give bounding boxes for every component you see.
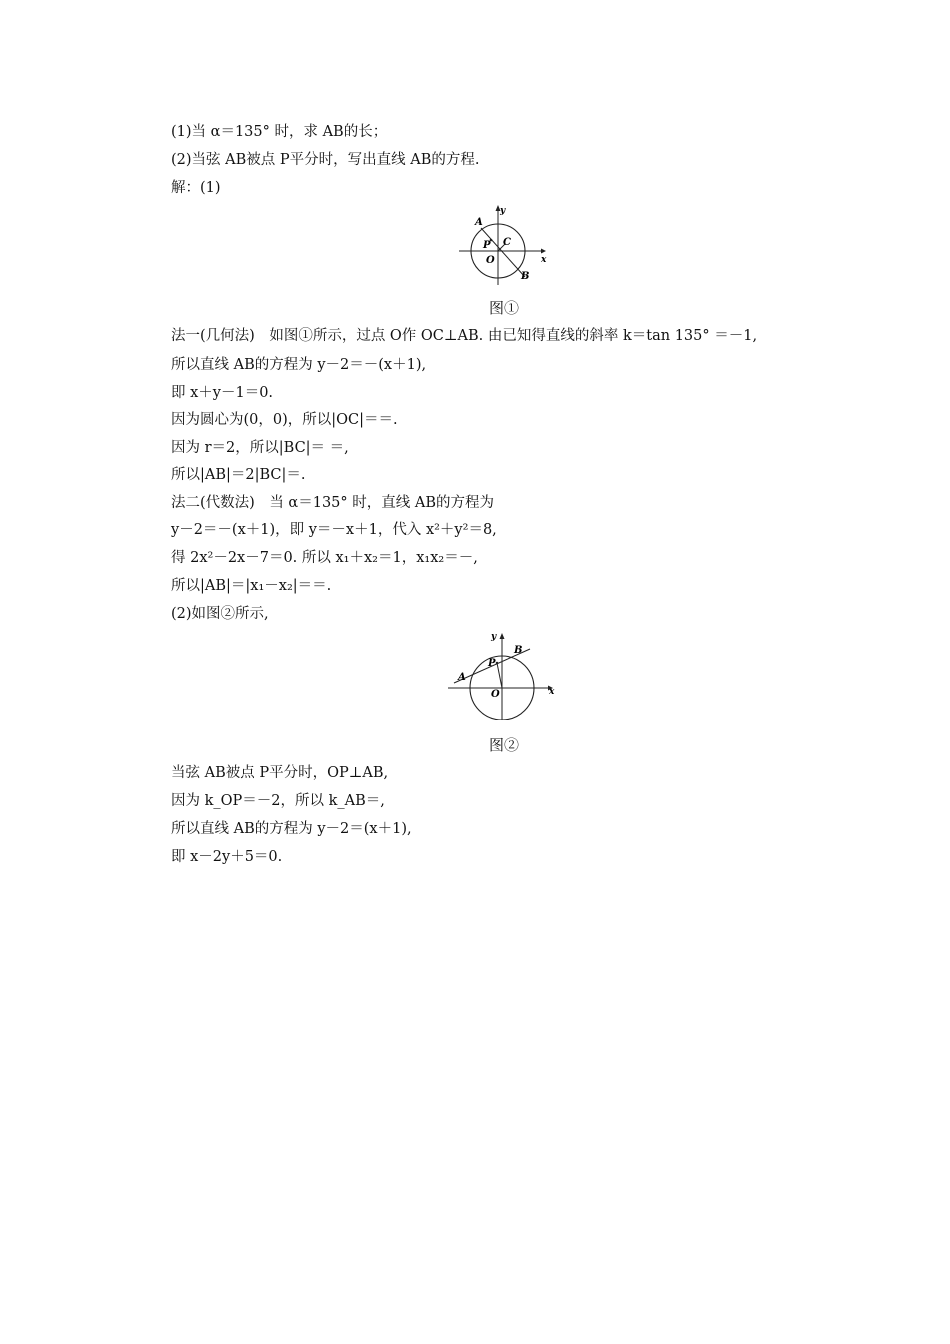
fig2-label-y: y [491, 632, 497, 642]
fig1-label-p: P [483, 240, 491, 251]
figure-1 [455, 203, 555, 285]
fig1-label-b: B [521, 271, 530, 282]
fig2-y-arrow [500, 633, 505, 639]
text-line-10: 法二(代数法) 当 α＝135° 时，直线 AB的方程为 [171, 495, 494, 511]
text-line-4: 法一(几何法) 如图①所示，过点 O作 OC⊥AB. 由已知得直线的斜率 k＝tan 135° ＝－1, [171, 328, 758, 344]
text-line-12: 得 2x²－2x－7＝0. 所以 x₁＋x₂＝1，x₁x₂＝－, [171, 550, 478, 566]
text-line-7: 因为圆心为(0，0)，所以|OC|＝＝. [171, 412, 398, 428]
text-line-5: 所以直线 AB的方程为 y－2＝－(x＋1), [171, 357, 427, 373]
figure-2-caption: 图② [489, 736, 520, 754]
fig1-label-a: A [475, 217, 483, 228]
figure-1-caption: 图① [489, 299, 520, 317]
figure-2 [444, 628, 564, 720]
fig2-label-b: B [514, 645, 523, 656]
text-line-14: (2)如图②所示, [171, 606, 269, 622]
text-line-3: 解：(1) [171, 180, 221, 196]
text-line-11: y－2＝－(x＋1)，即 y＝－x＋1，代入 x²＋y²＝8, [171, 522, 497, 538]
text-line-13: 所以|AB|＝|x₁－x₂|＝＝. [171, 578, 332, 594]
text-line-9: 所以|AB|＝2|BC|＝. [171, 467, 306, 483]
text-line-15: 当弦 AB被点 P平分时，OP⊥AB, [171, 765, 389, 781]
fig2-label-x: x [549, 687, 555, 697]
fig1-label-x: x [541, 255, 547, 265]
fig1-label-o: O [486, 255, 495, 266]
fig2-label-a: A [458, 672, 466, 683]
fig1-x-arrow [541, 249, 546, 254]
fig1-label-c: C [503, 237, 511, 248]
text-line-17: 所以直线 AB的方程为 y－2＝(x＋1), [171, 821, 412, 837]
fig2-label-p: P [488, 658, 496, 669]
text-line-1: (1)当 α＝135° 时，求 AB的长； [171, 124, 388, 140]
text-line-16: 因为 k_OP＝－2，所以 k_AB＝, [171, 793, 385, 809]
figure-2-diagram [444, 628, 564, 720]
fig1-label-y: y [500, 206, 506, 216]
fig2-segment-op [497, 663, 502, 688]
fig2-label-o: O [491, 689, 500, 700]
fig2-point-p [496, 662, 499, 665]
text-line-6: 即 x＋y－1＝0. [171, 385, 274, 401]
text-line-2: (2)当弦 AB被点 P平分时，写出直线 AB的方程. [171, 152, 480, 168]
fig1-chord-ab [481, 228, 525, 277]
figure-1-diagram [455, 203, 555, 285]
text-line-8: 因为 r＝2，所以|BC|＝ ＝, [171, 440, 349, 456]
text-line-18: 即 x－2y＋5＝0. [171, 849, 283, 865]
